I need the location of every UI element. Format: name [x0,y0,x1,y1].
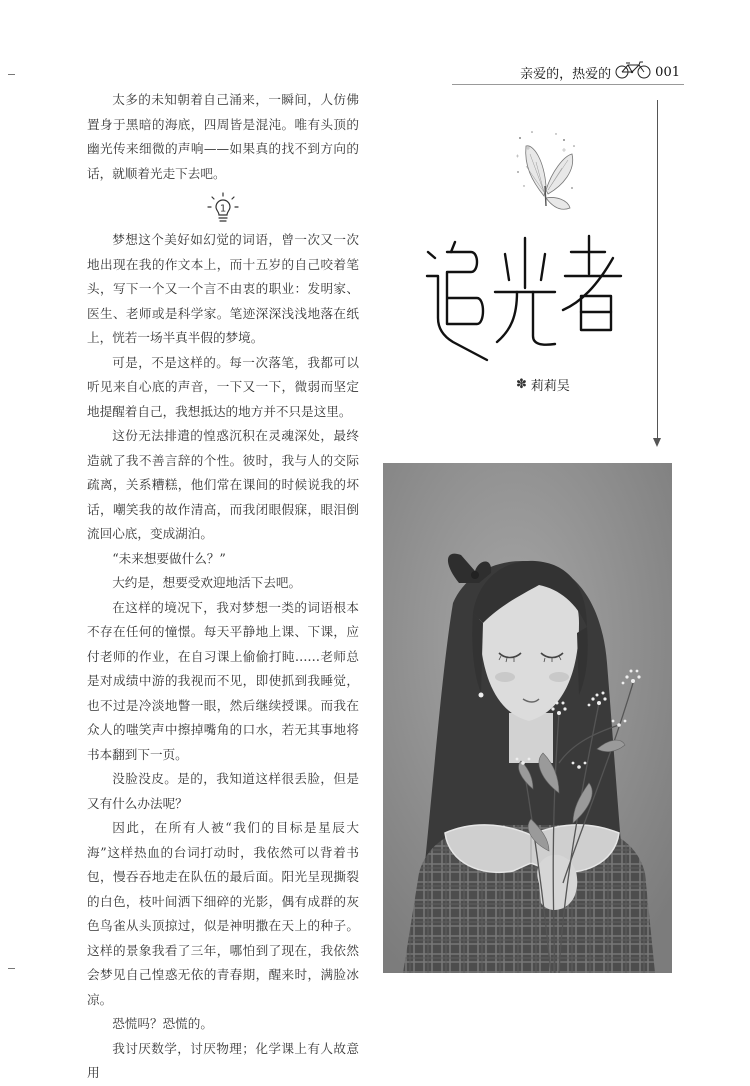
intro-paragraph: 太多的未知朝着自己涌来，一瞬间，人仿佛置身于黑暗的海底，四周皆是混沌。唯有头顶的幽光传来细微的声响——如果真的找不到方向的话，就顺着光走下去吧。 [87,92,359,181]
body-paragraph: 在这样的境况下，我对梦想一类的词语根本不存在任何的憧憬。每天平静地上课、下课，应付老师的作业，在自习课上偷偷打盹……老师总是对成绩中游的我视而不见，即使抓到我睡觉，也不过是冷淡地瞥一眼，然后继续授课。而我在众人的嗤笑声中擦掉嘴角的口水，若无其事地将书本翻到下一页。 [87,599,359,762]
svg-text:1: 1 [219,203,227,215]
frame-line [657,100,658,438]
body-paragraph: 我讨厌数学，讨厌物理；化学课上有人故意用 [87,1040,359,1080]
body-paragraph: 恐慌吗？恐慌的。 [112,1016,213,1031]
header-rule [452,84,684,85]
page-number: 001 [655,64,680,80]
body-paragraph: 大约是，想要受欢迎地活下去吧。 [112,575,302,590]
svg-text:追光者: 追光者 [425,232,428,233]
article-body [87,88,359,1086]
author-byline [516,375,570,394]
body-paragraph: 可是，不是这样的。每一次落笔，我都可以听见来自心底的声音，一下又一下，微弱而坚定地提醒着自己，我想抵达的地方并不只是这里。 [87,354,359,419]
body-paragraph: 因此，在所有人被“我们的目标是星辰大海”这样热血的台词打动时，我依然可以背着书包，慢吞吞地走在队伍的最后面。阳光呈现撕裂的白色，枝叶间洒下细碎的光影，偶有成群的灰色鸟雀从头顶掠过，似是神明撒在天上的种子。这样的景象我看了三年，哪怕到了现在，我依然会梦见自己惶惑无依的青春期，醒来时，满脸冰凉。 [87,820,359,1007]
lightbulb-icon [205,191,241,225]
crop-mark [8,968,15,969]
bicycle-icon [615,61,651,83]
author-name: 莉莉吴 [530,379,570,394]
body-paragraph: “未来想要做什么？” [112,550,226,566]
body-paragraph: 梦想这个美好如幻觉的词语，曾一次又一次地出现在我的作文本上，而十五岁的自己咬着笔头，写下一个又一个言不由衷的职业：发明家、医生、老师或是科学家。笔迹深深浅浅地落在纸上，恍若一场半真半假的梦境。 [87,232,359,345]
running-header [520,62,680,82]
flower-icon: ✽ [516,377,527,392]
illustration-girl-with-flowers [383,463,672,973]
butterfly-icon [512,126,582,220]
section-marker [87,188,359,228]
body-paragraph: 没脸没皮。是的，我知道这样很丢脸，但是又有什么办法呢？ [87,771,359,811]
paragraph-list [87,228,359,1086]
article-title [425,232,625,366]
arrow-down-icon [653,438,661,447]
crop-mark [8,74,15,75]
body-paragraph: 这份无法排遣的惶惑沉积在灵魂深处，最终造就了我不善言辞的个性。彼时，我与人的交际疏离，关系糟糕，他们常在课间的时候说我的坏话，嘲笑我的故作清高，而我闭眼假寐，眼泪倒流回心底，变成湖泊。 [87,428,359,541]
header-title: 亲爱的，热爱的 [520,66,612,82]
